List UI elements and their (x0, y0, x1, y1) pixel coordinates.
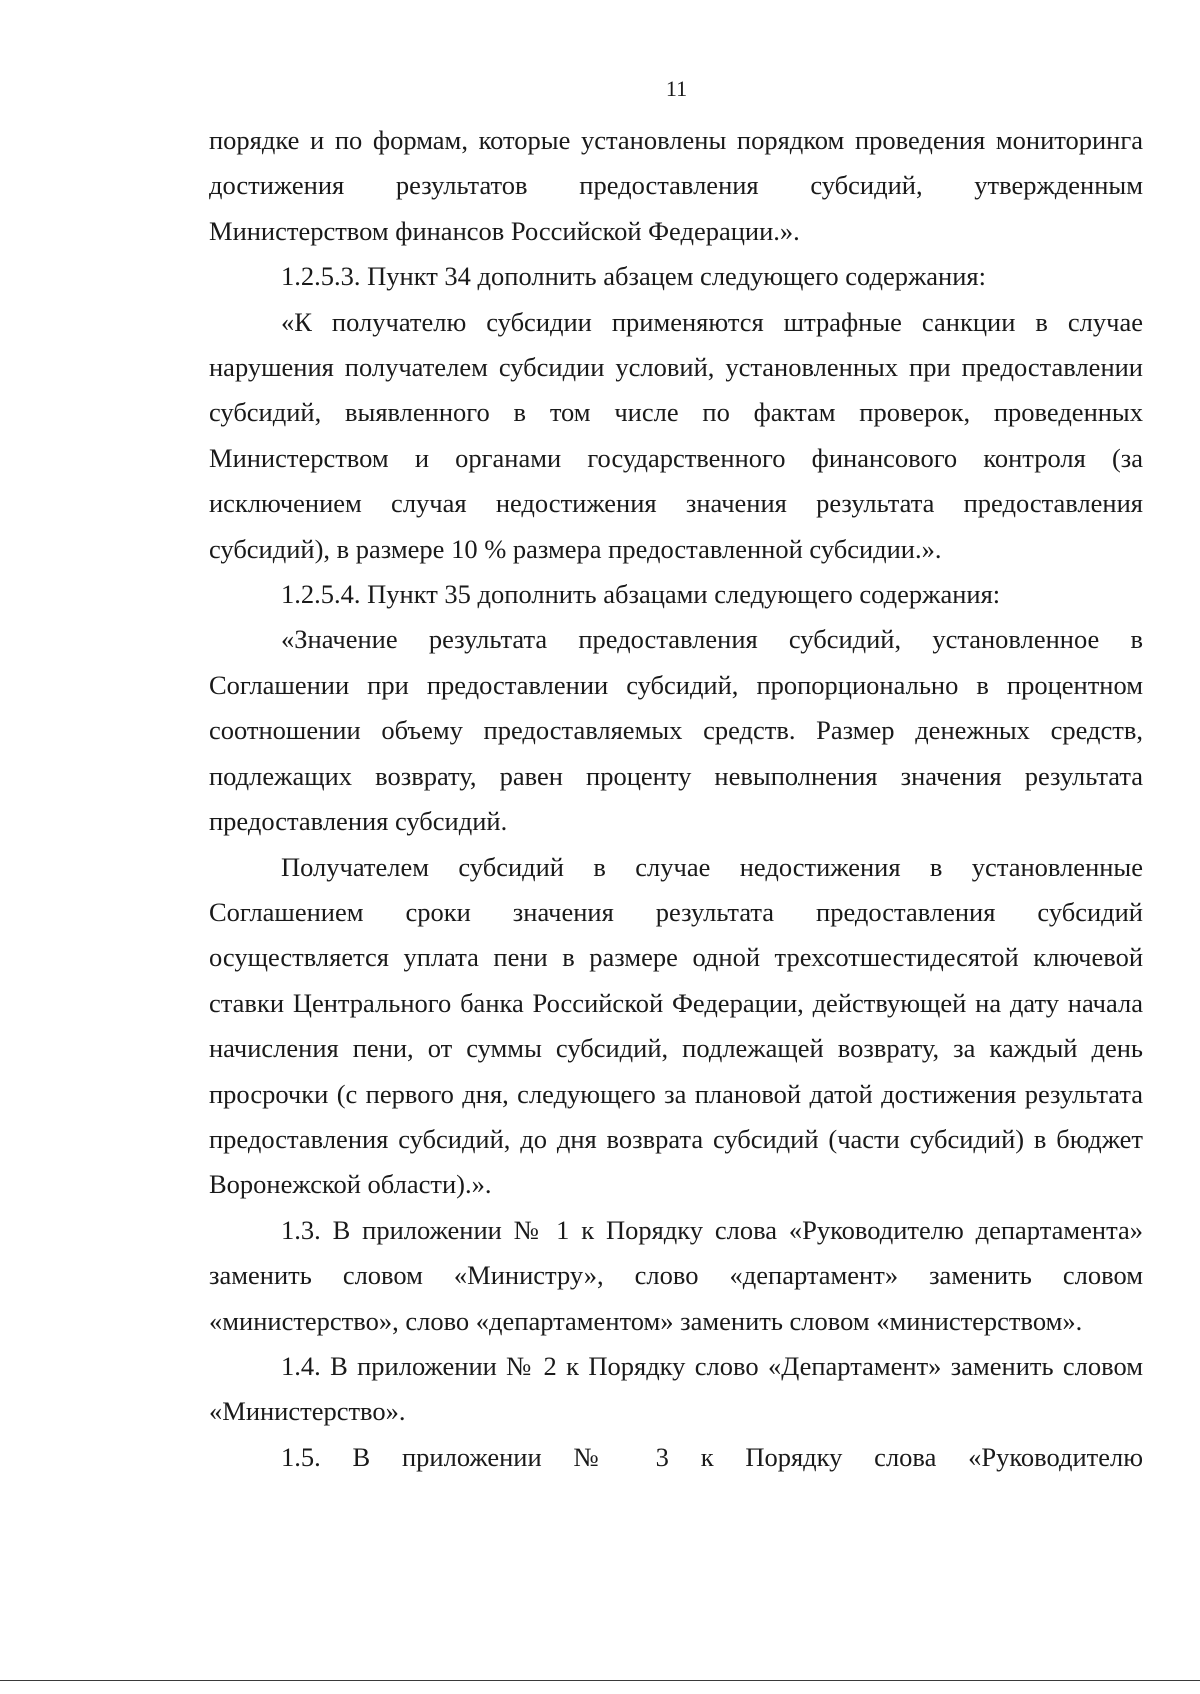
paragraph-item-1-5: 1.5. В приложении № 3 к Порядку слова «Руководителю (281, 1441, 1143, 1472)
paragraph-item-1-4: 1.4. В приложении № 2 к Порядку слово «Департамент» заменить словом «Министерство». (209, 1350, 1143, 1427)
paragraph-item-1-3: 1.3. В приложении № 1 к Порядку слова «Руководителю департамента» заменить словом «Министру», слово «департамент» заменить словом «министерство», слово «департаментом» заменить словом «министерством». (209, 1214, 1143, 1336)
paragraph-continuation: порядке и по формам, которые установлены порядком проведения мониторинга достижения результатов предоставления субсидий, утвержденным Министерством финансов Российской Федерации.». (209, 125, 1143, 246)
paragraph-item-1-2-5-3: 1.2.5.3. Пункт 34 дополнить абзацем следующего содержания: (281, 261, 986, 292)
paragraph-result-value: «Значение результата предоставления субсидий, установленное в Соглашении при предоставлении субсидий, пропорционально в процентном соотношении объему предоставляемых средств. Размер денежных средств, подлежащих возврату, равен проценту невыполнения значения результата предоставления субсидий. (209, 624, 1143, 837)
document-body (209, 118, 1143, 1480)
paragraph-penalty-sanctions: «К получателю субсидии применяются штрафные санкции в случае нарушения получателем субсидии условий, установленных при предоставлении субсидий, выявленного в том числе по фактам проверок, проведенных Министерством и органами государственного финансового контроля (за исключением случая недостижения значения результата предоставления субсидий), в размере 10 % размера предоставленной субсидии.». (209, 306, 1143, 564)
page-number: 11 (665, 76, 688, 101)
page-bottom-divider (0, 1680, 1200, 1681)
paragraph-penalty-interest: Получателем субсидий в случае недостижения в установленные Соглашением сроки значения результата предоставления субсидий осуществляется уплата пени в размере одной трехсотшестидесятой ключевой ставки Центрального банка Российской Федерации, действующей на дату начала начисления пени, от суммы субсидий, подлежащей возврату, за каждый день просрочки (с первого дня, следующего за плановой датой достижения результата предоставления субсидий, до дня возврата субсидий (части субсидий) в бюджет Воронежской области).». (209, 851, 1143, 1200)
paragraph-item-1-2-5-4: 1.2.5.4. Пункт 35 дополнить абзацами следующего содержания: (281, 579, 1001, 610)
